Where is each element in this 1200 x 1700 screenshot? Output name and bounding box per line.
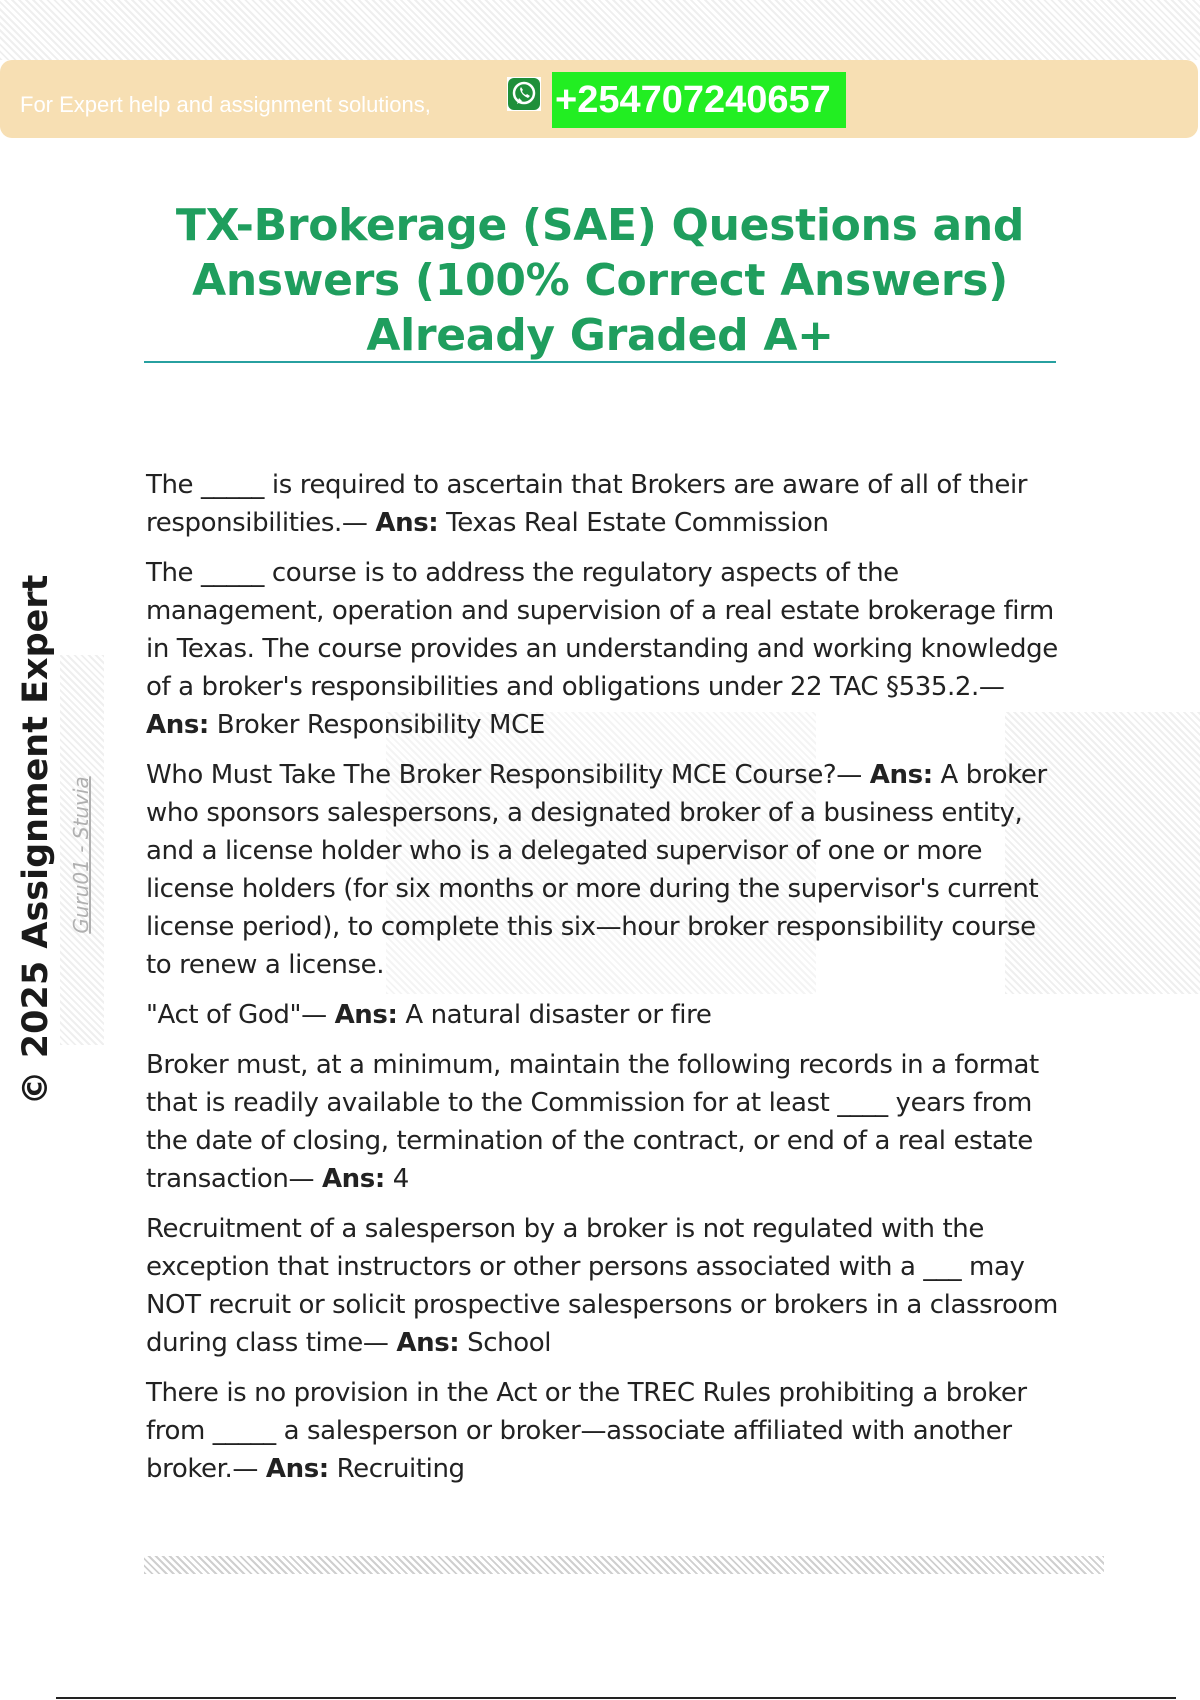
document-title: TX-Brokerage (SAE) Questions and Answers (100% Correct Answers) Already Graded A+ [175, 200, 1025, 361]
answer-label: Ans: [334, 1000, 398, 1030]
question-text: There is no provision in the Act or the TREC Rules prohibiting a broker from _____ a salesperson or broker—associate affiliated with another broker.— [146, 1378, 1027, 1484]
answer-text: Recruiting [328, 1454, 465, 1484]
answer-label: Ans: [869, 760, 933, 790]
question-text: "Act of God"— [146, 1000, 335, 1030]
question-text: Recruitment of a salesperson by a broker is not regulated with the exception that instructors or other persons associated with a ___ may NOT recruit or solicit prospective salespersons or brokers in a classroom during class time— [146, 1214, 1058, 1358]
answer-label: Ans: [375, 508, 439, 538]
phone-number[interactable]: +254707240657 [552, 72, 846, 128]
answer-label: Ans: [396, 1328, 460, 1358]
bottom-hatch-band [144, 1556, 1104, 1574]
top-hatch-band [0, 0, 1200, 60]
question-text: The _____ is required to ascertain that Brokers are aware of all of their responsibilities.— [146, 470, 1028, 538]
side-source-label: Guru01 - Stuvia [69, 776, 93, 934]
answer-label: Ans: [265, 1454, 329, 1484]
answer-text: A broker who sponsors salespersons, a designated broker of a business entity, and a license holder who is a delegated supervisor of one or more license holders (for six months or more during the supervisor's current license period), to complete this six—hour broker responsibility course to renew a license. [146, 760, 1047, 980]
qa-item [146, 1210, 1066, 1362]
qa-item [146, 996, 1066, 1034]
answer-label: Ans: [146, 710, 209, 740]
answer-text: A natural disaster or fire [397, 1000, 712, 1030]
answer-text: 4 [384, 1164, 409, 1194]
qa-item [146, 1374, 1066, 1488]
whatsapp-icon [507, 77, 541, 111]
answer-text: Broker Responsibility MCE [208, 710, 545, 740]
qa-item [146, 1046, 1066, 1198]
answer-text: School [459, 1328, 552, 1358]
question-text: The _____ course is to address the regulatory aspects of the management, operation and supervision of a real estate brokerage firm in Texas. The course provides an understanding and working knowledge of a broker's responsibilities and obligations under 22 TAC §535.2.— [146, 558, 1058, 702]
footer-rule [56, 1697, 1176, 1699]
side-copyright-brand: © 2025 Assignment Expert [16, 574, 56, 1106]
qa-list [146, 466, 1066, 1500]
question-text: Who Must Take The Broker Responsibility MCE Course?— [146, 760, 870, 790]
title-underline [144, 361, 1056, 363]
qa-item [146, 466, 1066, 542]
answer-label: Ans: [321, 1164, 385, 1194]
question-text: Broker must, at a minimum, maintain the following records in a format that is readily available to the Commission for at least ____ years from the date of closing, termination of the contract, or end of a real estate transaction— [146, 1050, 1039, 1194]
qa-item [146, 554, 1066, 744]
qa-item [146, 756, 1066, 984]
banner-text: For Expert help and assignment solutions, [20, 92, 431, 117]
answer-text: Texas Real Estate Commission [438, 508, 829, 538]
